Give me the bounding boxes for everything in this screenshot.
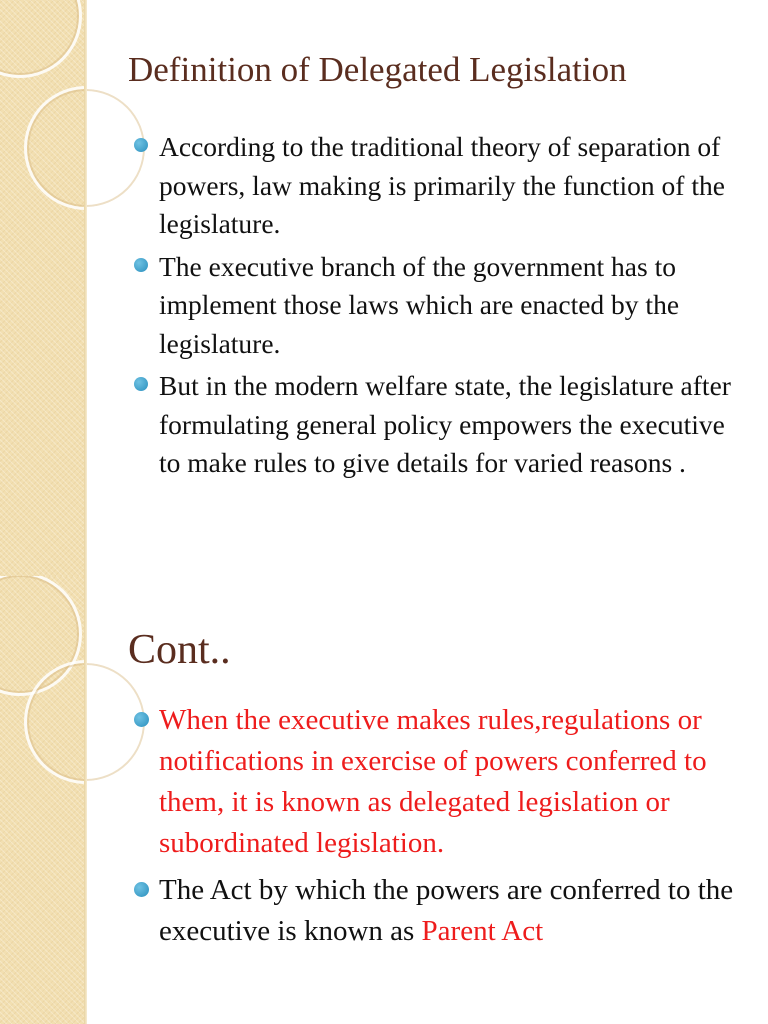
bullet-text: But in the modern welfare state, the legislature after formulating general policy empowers the executive to make rules to give details for varied reasons . (159, 370, 731, 478)
bullet-list (132, 700, 738, 958)
bullet-text-highlighted: When the executive makes rules,regulations or notifications in exercise of powers conferred to them, it is known as delegated legislation or subordinated legislation. (159, 704, 707, 859)
slide-title: Cont.. (128, 627, 231, 673)
bullet-dot-icon (134, 712, 149, 727)
bullet-text: According to the traditional theory of separation of powers, law making is primarily the function of the legislature. (159, 131, 725, 239)
bullet-item (132, 367, 738, 483)
bullet-dot-icon (134, 138, 148, 152)
parent-act-term: Parent Act (421, 915, 544, 947)
decorative-ring (0, 0, 82, 78)
bullet-item (132, 248, 738, 364)
bullet-list (132, 128, 738, 487)
bullet-dot-icon (134, 882, 149, 897)
decorative-sidebar (0, 576, 84, 1024)
sidebar-edge (84, 0, 87, 576)
bullet-item (132, 128, 738, 244)
slide-continued (0, 576, 768, 1024)
slide-title: Definition of Delegated Legislation (128, 50, 627, 89)
bullet-dot-icon (134, 377, 148, 391)
bullet-dot-icon (134, 258, 148, 272)
bullet-text: The Act by which the powers are conferred to the executive is known as (159, 874, 734, 947)
bullet-text: The executive branch of the government has to implement those laws which are enacted by the legislature. (159, 250, 680, 359)
decorative-sidebar (0, 0, 84, 576)
bullet-item (132, 700, 738, 864)
bullet-item (132, 870, 738, 952)
sidebar-edge (84, 576, 87, 1024)
